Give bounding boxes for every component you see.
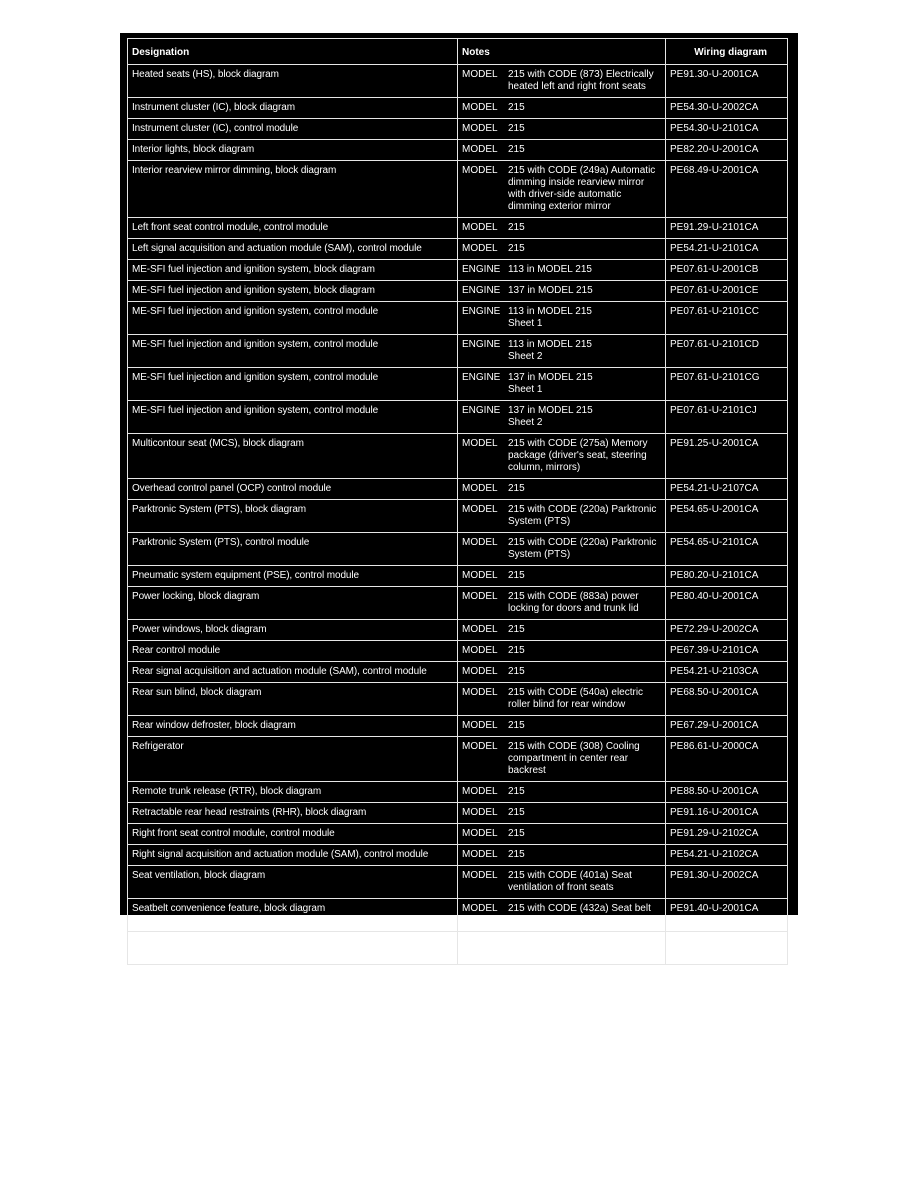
notes-kind: MODEL bbox=[462, 687, 498, 698]
notes-text: 215 bbox=[508, 645, 525, 656]
notes-cell bbox=[458, 932, 666, 965]
designation-cell: Heated seats (HS), block diagram bbox=[128, 65, 458, 98]
notes-content bbox=[462, 687, 662, 711]
wiring-diagram-cell: PE54.21-U-2107CA bbox=[666, 479, 788, 500]
notes-text: 215 bbox=[508, 102, 525, 113]
wiring-diagram-cell: PE54.21-U-2103CA bbox=[666, 662, 788, 683]
header-designation: Designation bbox=[128, 39, 458, 65]
notes-cell bbox=[458, 239, 666, 260]
table-row bbox=[128, 281, 788, 302]
notes-content bbox=[462, 339, 662, 363]
notes-content bbox=[462, 741, 662, 777]
designation-cell: Rear control module bbox=[128, 641, 458, 662]
table-row bbox=[128, 782, 788, 803]
notes-cell bbox=[458, 620, 666, 641]
notes-content bbox=[462, 849, 662, 861]
notes-text: 215 bbox=[508, 720, 525, 731]
wiring-diagram-cell: PE68.50-U-2001CA bbox=[666, 683, 788, 716]
notes-kind: MODEL bbox=[462, 645, 498, 656]
wiring-diagram-cell: PE72.29-U-2002CA bbox=[666, 620, 788, 641]
notes-content bbox=[462, 372, 662, 396]
notes-text: 113 in MODEL 215 bbox=[508, 264, 592, 275]
notes-content bbox=[462, 483, 662, 495]
wiring-diagram-cell: PE07.61-U-2101CD bbox=[666, 335, 788, 368]
notes-text: 215 bbox=[508, 786, 525, 797]
notes-kind: MODEL bbox=[462, 222, 498, 233]
notes-content bbox=[462, 870, 662, 894]
notes-content bbox=[462, 645, 662, 657]
notes-kind: MODEL bbox=[462, 243, 498, 254]
notes-content bbox=[462, 903, 662, 927]
notes-cell bbox=[458, 641, 666, 662]
notes-text: 215 with CODE (540a) electric roller blind for rear window bbox=[508, 687, 644, 710]
notes-cell bbox=[458, 479, 666, 500]
notes-cell bbox=[458, 218, 666, 239]
wiring-diagram-cell: PE07.61-U-2001CB bbox=[666, 260, 788, 281]
wiring-diagram-cell: PE67.29-U-2001CA bbox=[666, 716, 788, 737]
wiring-diagram-cell: PE80.40-U-2001CA bbox=[666, 587, 788, 620]
notes-text: 215 bbox=[508, 570, 525, 581]
header-wiring-diagram: Wiring diagram bbox=[666, 39, 788, 65]
designation-cell: Parktronic System (PTS), control module bbox=[128, 533, 458, 566]
wiring-diagram-cell: PE91.16-U-2001CA bbox=[666, 803, 788, 824]
notes-text: 137 in MODEL 215 bbox=[508, 285, 593, 296]
notes-cell bbox=[458, 119, 666, 140]
notes-cell bbox=[458, 782, 666, 803]
notes-text: 215 with CODE (275a) Memory package (driver's seat, steering column, mirrors) bbox=[508, 438, 648, 473]
notes-kind: MODEL bbox=[462, 483, 498, 494]
table-row bbox=[128, 98, 788, 119]
wiring-diagram-cell: PE54.65-U-2001CA bbox=[666, 500, 788, 533]
table-row bbox=[128, 641, 788, 662]
notes-kind: MODEL bbox=[462, 903, 498, 914]
notes-content bbox=[462, 438, 662, 474]
notes-kind: MODEL bbox=[462, 936, 498, 947]
notes-text: 215 bbox=[508, 483, 525, 494]
notes-content bbox=[462, 102, 662, 114]
wiring-diagram-cell: PE91.29-U-2102CA bbox=[666, 824, 788, 845]
wiring-diagram-cell: PE82.62-U-2101CA bbox=[666, 932, 788, 965]
notes-cell bbox=[458, 683, 666, 716]
designation-cell: Remote trunk release (RTR), block diagram bbox=[128, 782, 458, 803]
wiring-diagram-cell: PE91.30-U-2001CA bbox=[666, 65, 788, 98]
designation-cell: Rear sun blind, block diagram bbox=[128, 683, 458, 716]
notes-text: 215 with CODE (249a) Automatic dimming inside rearview mirror with driver-side automatic dimming exterior mirror bbox=[508, 165, 656, 212]
notes-cell bbox=[458, 401, 666, 434]
wiring-diagram-cell: PE91.29-U-2101CA bbox=[666, 218, 788, 239]
designation-cell: ME-SFI fuel injection and ignition system, block diagram bbox=[128, 281, 458, 302]
notes-content bbox=[462, 405, 662, 429]
notes-cell bbox=[458, 260, 666, 281]
table-row bbox=[128, 218, 788, 239]
notes-text: 137 in MODEL 215 Sheet 1 bbox=[508, 372, 593, 395]
notes-content bbox=[462, 264, 662, 276]
notes-cell bbox=[458, 716, 666, 737]
table-row bbox=[128, 260, 788, 281]
wiring-diagram-cell: PE54.65-U-2101CA bbox=[666, 533, 788, 566]
designation-cell: Instrument cluster (IC), control module bbox=[128, 119, 458, 140]
wiring-diagram-cell: PE86.61-U-2000CA bbox=[666, 737, 788, 782]
notes-cell bbox=[458, 98, 666, 119]
notes-cell bbox=[458, 335, 666, 368]
designation-cell: Rear signal acquisition and actuation module (SAM), control module bbox=[128, 662, 458, 683]
designation-cell: Left signal acquisition and actuation module (SAM), control module bbox=[128, 239, 458, 260]
notes-text: 215 bbox=[508, 123, 525, 134]
wiring-diagram-cell: PE07.61-U-2101CC bbox=[666, 302, 788, 335]
designation-cell: Interior lights, block diagram bbox=[128, 140, 458, 161]
notes-text: 215 bbox=[508, 666, 525, 677]
notes-text: 215 bbox=[508, 849, 525, 860]
table-row bbox=[128, 119, 788, 140]
table-row bbox=[128, 866, 788, 899]
notes-text: 215 bbox=[508, 807, 525, 818]
table-row bbox=[128, 479, 788, 500]
wiring-diagram-cell: PE82.20-U-2001CA bbox=[666, 140, 788, 161]
table-row bbox=[128, 803, 788, 824]
designation-cell: Power locking, block diagram bbox=[128, 587, 458, 620]
designation-cell: Interior rearview mirror dimming, block diagram bbox=[128, 161, 458, 218]
notes-kind: MODEL bbox=[462, 591, 498, 602]
notes-kind: MODEL bbox=[462, 624, 498, 635]
notes-cell bbox=[458, 434, 666, 479]
designation-cell: Instrument cluster (IC), block diagram bbox=[128, 98, 458, 119]
designation-cell: Retractable rear head restraints (RHR), block diagram bbox=[128, 803, 458, 824]
designation-cell: Right signal acquisition and actuation module (SAM), control module bbox=[128, 845, 458, 866]
notes-cell bbox=[458, 866, 666, 899]
notes-kind: ENGINE bbox=[462, 339, 501, 350]
notes-content bbox=[462, 786, 662, 798]
notes-text: 215 with CODE (810) Sound System bbox=[508, 936, 635, 959]
notes-cell bbox=[458, 302, 666, 335]
notes-content bbox=[462, 936, 662, 960]
notes-kind: MODEL bbox=[462, 504, 498, 515]
table-row bbox=[128, 239, 788, 260]
wiring-diagram-cell: PE91.25-U-2001CA bbox=[666, 434, 788, 479]
wiring-diagram-cell: PE54.30-U-2101CA bbox=[666, 119, 788, 140]
notes-text: 215 with CODE (873) Electrically heated left and right front seats bbox=[508, 69, 654, 92]
notes-kind: ENGINE bbox=[462, 405, 501, 416]
wiring-diagram-cell: PE54.21-U-2101CA bbox=[666, 239, 788, 260]
notes-text: 215 bbox=[508, 243, 525, 254]
notes-content bbox=[462, 285, 662, 297]
notes-cell bbox=[458, 803, 666, 824]
notes-content bbox=[462, 807, 662, 819]
notes-cell bbox=[458, 140, 666, 161]
wiring-diagram-cell: PE80.20-U-2101CA bbox=[666, 566, 788, 587]
table-row bbox=[128, 500, 788, 533]
notes-content bbox=[462, 144, 662, 156]
notes-cell bbox=[458, 368, 666, 401]
designation-cell: Overhead control panel (OCP) control module bbox=[128, 479, 458, 500]
designation-cell: Multicontour seat (MCS), block diagram bbox=[128, 434, 458, 479]
notes-content bbox=[462, 123, 662, 135]
notes-kind: MODEL bbox=[462, 849, 498, 860]
notes-content bbox=[462, 243, 662, 255]
notes-text: 215 bbox=[508, 828, 525, 839]
designation-cell: ME-SFI fuel injection and ignition system, control module bbox=[128, 335, 458, 368]
wiring-diagram-cell: PE07.61-U-2101CG bbox=[666, 368, 788, 401]
notes-content bbox=[462, 504, 662, 528]
wiring-diagram-table-panel bbox=[120, 33, 798, 959]
designation-cell: Sound amplifier, control module bbox=[128, 932, 458, 965]
notes-content bbox=[462, 666, 662, 678]
designation-cell: Seat ventilation, block diagram bbox=[128, 866, 458, 899]
notes-text: 215 with CODE (883a) power locking for doors and trunk lid bbox=[508, 591, 639, 614]
table-body bbox=[128, 65, 788, 965]
wiring-diagram-cell: PE91.30-U-2002CA bbox=[666, 866, 788, 899]
notes-kind: MODEL bbox=[462, 786, 498, 797]
notes-kind: MODEL bbox=[462, 165, 498, 176]
table-row bbox=[128, 587, 788, 620]
notes-cell bbox=[458, 161, 666, 218]
designation-cell: Rear window defroster, block diagram bbox=[128, 716, 458, 737]
table-row bbox=[128, 161, 788, 218]
notes-cell bbox=[458, 281, 666, 302]
table-row bbox=[128, 302, 788, 335]
designation-cell: Parktronic System (PTS), block diagram bbox=[128, 500, 458, 533]
notes-cell bbox=[458, 737, 666, 782]
notes-kind: MODEL bbox=[462, 69, 498, 80]
notes-kind: MODEL bbox=[462, 537, 498, 548]
table-header-row bbox=[128, 39, 788, 65]
wiring-diagram-cell: PE07.61-U-2101CJ bbox=[666, 401, 788, 434]
notes-content bbox=[462, 624, 662, 636]
notes-text: 215 with CODE (432a) Seat belt with automatic comfort-fit bbox=[508, 903, 651, 926]
notes-text: 215 bbox=[508, 624, 525, 635]
table-row bbox=[128, 845, 788, 866]
notes-text: 215 with CODE (220a) Parktronic System (PTS) bbox=[508, 504, 657, 527]
designation-cell: Left front seat control module, control module bbox=[128, 218, 458, 239]
notes-kind: MODEL bbox=[462, 123, 498, 134]
notes-kind: MODEL bbox=[462, 828, 498, 839]
notes-content bbox=[462, 165, 662, 213]
table-row bbox=[128, 737, 788, 782]
designation-cell: ME-SFI fuel injection and ignition system, control module bbox=[128, 368, 458, 401]
table-row bbox=[128, 335, 788, 368]
notes-text: 215 with CODE (308) Cooling compartment in center rear backrest bbox=[508, 741, 640, 776]
notes-text: 137 in MODEL 215 Sheet 2 bbox=[508, 405, 593, 428]
wiring-diagram-cell: PE67.39-U-2101CA bbox=[666, 641, 788, 662]
notes-cell bbox=[458, 824, 666, 845]
notes-text: 215 with CODE (220a) Parktronic System (PTS) bbox=[508, 537, 657, 560]
table-row bbox=[128, 683, 788, 716]
notes-content bbox=[462, 537, 662, 561]
notes-kind: MODEL bbox=[462, 807, 498, 818]
designation-cell: Refrigerator bbox=[128, 737, 458, 782]
wiring-diagram-cell: PE07.61-U-2001CE bbox=[666, 281, 788, 302]
notes-kind: ENGINE bbox=[462, 285, 501, 296]
notes-text: 215 with CODE (401a) Seat ventilation of front seats bbox=[508, 870, 632, 893]
notes-text: 113 in MODEL 215 Sheet 1 bbox=[508, 306, 592, 329]
table-row bbox=[128, 932, 788, 965]
notes-kind: MODEL bbox=[462, 438, 498, 449]
table-row bbox=[128, 434, 788, 479]
notes-kind: MODEL bbox=[462, 102, 498, 113]
notes-kind: ENGINE bbox=[462, 264, 501, 275]
notes-text: 215 bbox=[508, 222, 525, 233]
notes-cell bbox=[458, 566, 666, 587]
notes-kind: MODEL bbox=[462, 741, 498, 752]
notes-cell bbox=[458, 65, 666, 98]
table-row bbox=[128, 533, 788, 566]
notes-kind: ENGINE bbox=[462, 306, 501, 317]
designation-cell: Pneumatic system equipment (PSE), control module bbox=[128, 566, 458, 587]
notes-kind: ENGINE bbox=[462, 372, 501, 383]
notes-kind: MODEL bbox=[462, 720, 498, 731]
notes-content bbox=[462, 222, 662, 234]
wiring-diagram-cell: PE91.40-U-2001CA bbox=[666, 899, 788, 932]
notes-content bbox=[462, 69, 662, 93]
designation-cell: ME-SFI fuel injection and ignition system, block diagram bbox=[128, 260, 458, 281]
notes-cell bbox=[458, 662, 666, 683]
table-row bbox=[128, 401, 788, 434]
notes-cell bbox=[458, 500, 666, 533]
designation-cell: Power windows, block diagram bbox=[128, 620, 458, 641]
notes-text: 113 in MODEL 215 Sheet 2 bbox=[508, 339, 592, 362]
table-row bbox=[128, 662, 788, 683]
notes-kind: MODEL bbox=[462, 870, 498, 881]
notes-content bbox=[462, 591, 662, 615]
notes-text: 215 bbox=[508, 144, 525, 155]
notes-cell bbox=[458, 533, 666, 566]
table-row bbox=[128, 368, 788, 401]
table-row bbox=[128, 620, 788, 641]
wiring-diagram-table bbox=[127, 38, 788, 965]
notes-kind: MODEL bbox=[462, 570, 498, 581]
notes-content bbox=[462, 828, 662, 840]
designation-cell: Seatbelt convenience feature, block diagram bbox=[128, 899, 458, 932]
notes-content bbox=[462, 720, 662, 732]
notes-kind: MODEL bbox=[462, 666, 498, 677]
notes-cell bbox=[458, 587, 666, 620]
notes-content bbox=[462, 306, 662, 330]
designation-cell: Right front seat control module, control module bbox=[128, 824, 458, 845]
wiring-diagram-cell: PE54.21-U-2102CA bbox=[666, 845, 788, 866]
table-row bbox=[128, 899, 788, 932]
header-notes: Notes bbox=[458, 39, 666, 65]
table-row bbox=[128, 65, 788, 98]
designation-cell: ME-SFI fuel injection and ignition system, control module bbox=[128, 401, 458, 434]
notes-cell bbox=[458, 899, 666, 932]
table-row bbox=[128, 824, 788, 845]
wiring-diagram-cell: PE88.50-U-2001CA bbox=[666, 782, 788, 803]
notes-kind: MODEL bbox=[462, 144, 498, 155]
table-row bbox=[128, 716, 788, 737]
table-row bbox=[128, 566, 788, 587]
wiring-diagram-cell: PE68.49-U-2001CA bbox=[666, 161, 788, 218]
wiring-diagram-cell: PE54.30-U-2002CA bbox=[666, 98, 788, 119]
notes-cell bbox=[458, 845, 666, 866]
table-row bbox=[128, 140, 788, 161]
designation-cell: ME-SFI fuel injection and ignition system, control module bbox=[128, 302, 458, 335]
notes-content bbox=[462, 570, 662, 582]
